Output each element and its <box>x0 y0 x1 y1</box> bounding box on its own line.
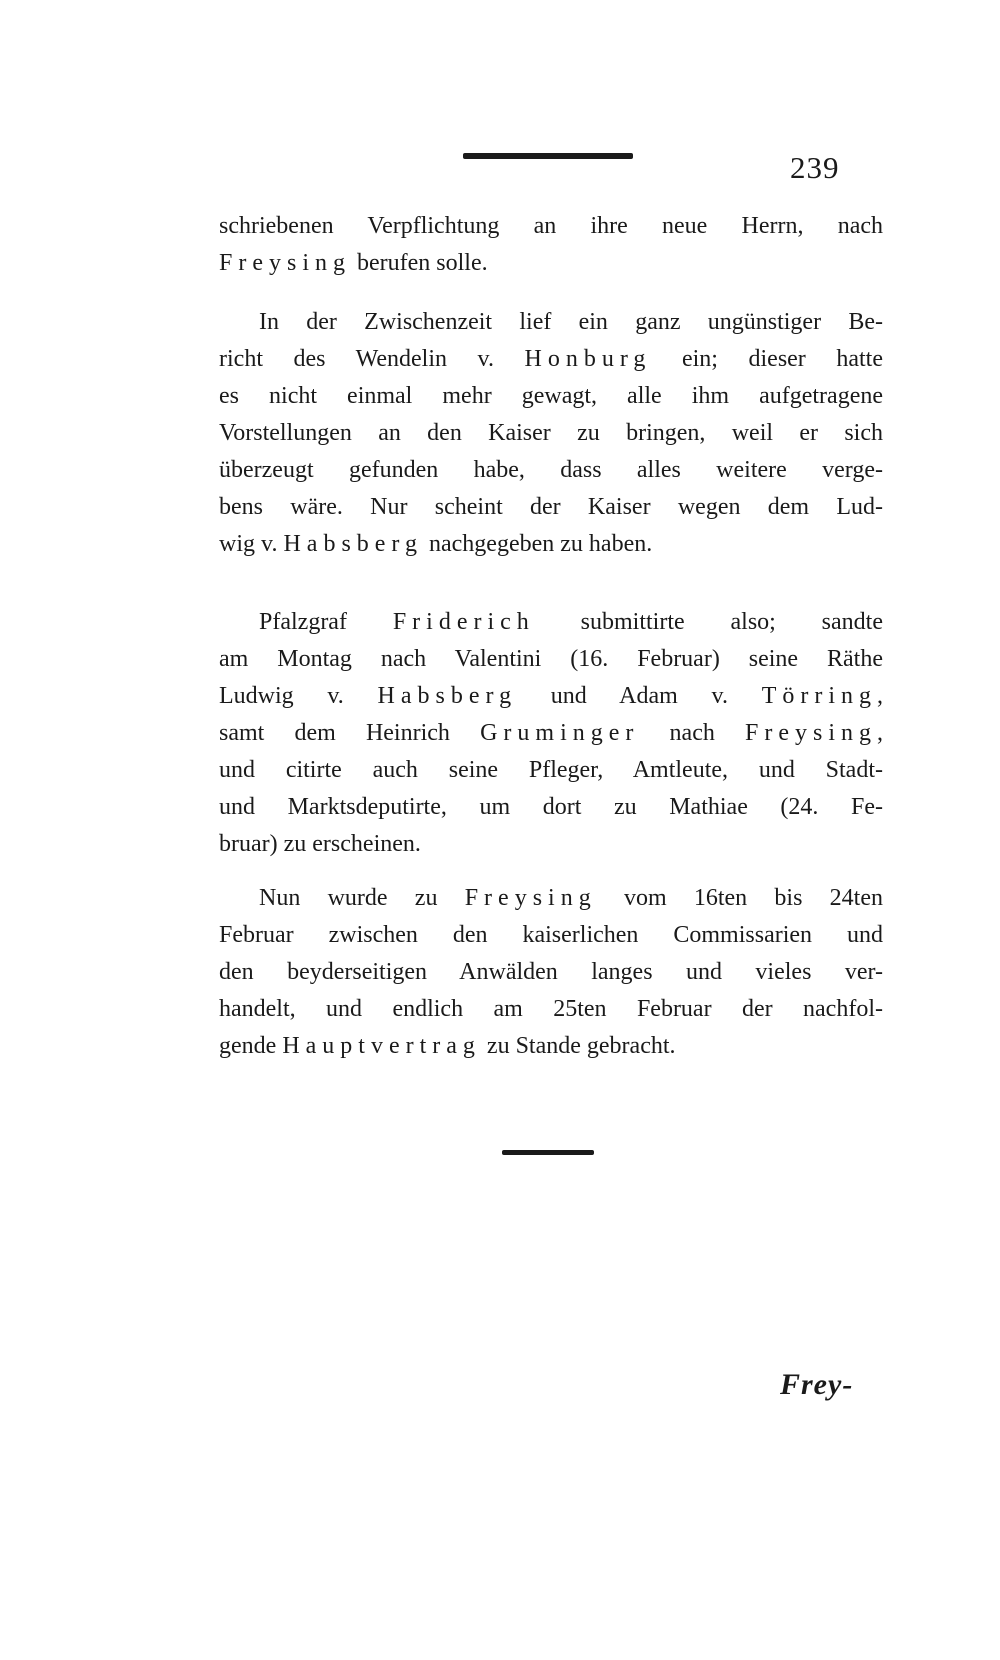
text-line: richt des Wendelin v. Honburg ein; dieser hatte <box>219 346 883 372</box>
header-rule <box>463 153 633 159</box>
text-line: Ludwig v. Habsberg und Adam v. Törring, <box>219 683 883 709</box>
text-line: den beyderseitigen Anwälden langes und vieles ver- <box>219 959 883 985</box>
text-line: überzeugt gefunden habe, dass alles weitere verge- <box>219 457 883 483</box>
text-line: und citirte auch seine Pfleger, Amtleute, und Stadt- <box>219 757 883 783</box>
paragraph-2 <box>219 304 883 563</box>
catchword: Frey- <box>780 1368 854 1401</box>
page-number: 239 <box>790 150 840 185</box>
text-line: bens wäre. Nur scheint der Kaiser wegen dem Lud- <box>219 494 883 520</box>
text-line: schriebenen Verpflichtung an ihre neue Herrn, nach <box>219 213 883 239</box>
text-line: gende Hauptvertrag zu Stande gebracht. <box>219 1033 676 1059</box>
text-line: samt dem Heinrich Gruminger nach Freysing, <box>219 720 883 746</box>
text-line: Vorstellungen an den Kaiser zu bringen, weil er sich <box>219 420 883 446</box>
closing-rule <box>502 1150 594 1155</box>
text-line: es nicht einmal mehr gewagt, alle ihm aufgetragene <box>219 383 883 409</box>
text-line: und Marktsdeputirte, um dort zu Mathiae (24. Fe- <box>219 794 883 820</box>
text-line: bruar) zu erscheinen. <box>219 831 421 857</box>
text-line: Nun wurde zu Freysing vom 16ten bis 24ten <box>259 885 883 911</box>
text-line: In der Zwischenzeit lief ein ganz ungünstiger Be- <box>259 309 883 335</box>
paragraph-3 <box>219 604 883 863</box>
text-line: am Montag nach Valentini (16. Februar) seine Räthe <box>219 646 883 672</box>
paragraph-4 <box>219 880 883 1065</box>
text-line: Freysing berufen solle. <box>219 250 488 276</box>
text-line: Pfalzgraf Friderich submittirte also; sandte <box>259 609 883 635</box>
text-line: wig v. Habsberg nachgegeben zu haben. <box>219 531 653 557</box>
paragraph-1 <box>219 208 883 282</box>
text-line: Februar zwischen den kaiserlichen Commissarien und <box>219 922 883 948</box>
text-line: handelt, und endlich am 25ten Februar der nachfol- <box>219 996 883 1022</box>
